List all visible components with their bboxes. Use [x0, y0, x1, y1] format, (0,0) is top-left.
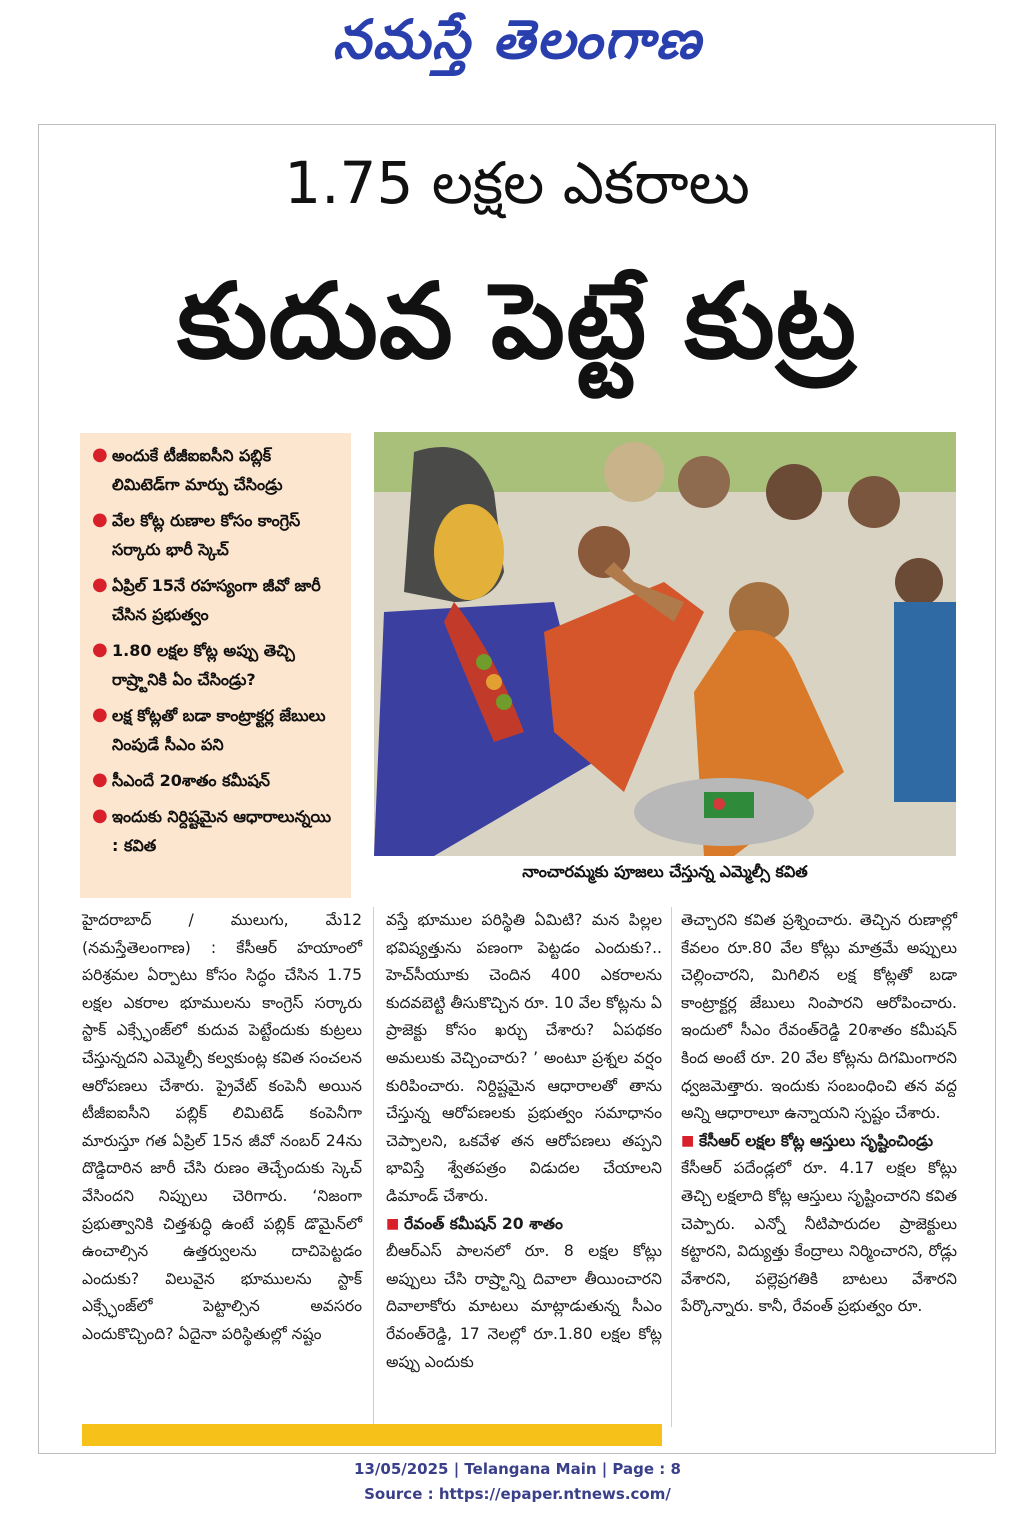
column-divider: [671, 907, 672, 1427]
bullet-dot-icon: ●: [92, 704, 108, 725]
bullet-dot-icon: ●: [92, 509, 108, 530]
highlight-item: ● సీఎందే 20శాతం కమీషన్: [92, 766, 341, 795]
highlight-item: ● లక్ష కోట్లతో బడా కాంట్రాక్టర్ల జేబులు నింపుడే సీఎం పని: [92, 701, 341, 759]
square-bullet-icon: ■: [386, 1215, 400, 1232]
column-divider: [373, 907, 374, 1427]
headline-kicker: 1.75 లక్షల ఎకరాలు: [284, 149, 750, 217]
body-text: బీఆర్‌ఎస్ పాలనలో రూ. 8 లక్షల కోట్లు అప్పులు చేసి రాష్ర్టాన్ని దివాలా తీయించారని దివాలాకోరు మాటలు మాట్లాడుతున్న సీఎం రేవంత్‌రెడ్డి, 17 నెలల్లో రూ.1.80 లక్షల కోట్ల అప్పు ఎందుకు: [386, 1242, 662, 1371]
body-text: తెచ్చారని కవిత ప్రశ్నించారు. తెచ్చిన రుణాల్లో కేవలం రూ.80 వేల కోట్లు మాత్రమే అప్పులు చెల్లించారని, మిగిలిన లక్ష కోట్లతో బడా కాంట్రాక్టర్ల జేబులు నింపారని ఆరోపించారు. ఇందులో సీఎం రేవంత్‌రెడ్డి 20శాతం కమీషన్ కింద అంటే రూ. 20 వేల కోట్లను దిగమింగారని ధ్వజమెత్తారు. ఇందుకు సంబంధించి తన వద్ద అన్ని ఆధారాలూ ఉన్నాయని స్పష్టం చేశారు.: [681, 911, 957, 1123]
highlights-box: [80, 433, 351, 898]
highlight-item: ● ఏప్రిల్ 15నే రహస్యంగా జీవో జారీ చేసిన ప్రభుత్వం: [92, 571, 341, 629]
body-text: వస్తే భూముల పరిస్థితి ఏమిటి? మన పిల్లల భవిష్యత్తును పణంగా పెట్టడం ఎందుకు?.. హెచ్‌సీయూకు చెందిన 400 ఎకరాలను కుదవబెట్టి తీసుకొచ్చిన రూ. 10 వేల కోట్లను ఏ ప్రాజెక్టు కోసం ఖర్చు చేశారు? ఏపథకం అమలుకు వెచ్చించారు? ’ అంటూ ప్రశ్నల వర్షం కురిపించారు. నిర్దిష్టమైన ఆధారాలతో తాను చేస్తున్న ఆరోపణలకు ప్రభుత్వం సమాధానం చెప్పాలని, ఒకవేళ తన ఆరోపణలు తప్పని భావిస్తే శ్వేతపత్రం విడుదల చేయాలని డిమాండ్ చేశారు.: [386, 911, 662, 1205]
photo-caption: నాంచారమ్మకు పూజలు చేస్తున్న ఎమ్మెల్సీ కవిత: [522, 862, 808, 881]
highlight-item: ● అందుకే టీజీఐఐసీని పబ్లిక్ లిమిటెడ్‌గా మార్పు చేసిండ్రు: [92, 441, 341, 499]
news-photo: [374, 432, 956, 856]
bullet-dot-icon: ●: [92, 639, 108, 660]
highlight-item: ● 1.80 లక్షల కోట్ల అప్పు తెచ్చి రాష్ర్టానికి ఏం చేసిండ్రు?: [92, 636, 341, 694]
bullet-dot-icon: ●: [92, 574, 108, 595]
article-column-3: [681, 907, 957, 1321]
body-text: కేసీఆర్ పదేండ్లలో రూ. 4.17 లక్షల కోట్లు తెచ్చి లక్షలాది కోట్ల ఆస్తులు సృష్టించారని కవిత చెప్పారు. ఎన్నో నీటిపారుదల ప్రాజెక్టులు కట్టారని, విద్యుత్తు కేంద్రాలు నిర్మించారని, రోడ్లు వేశారని, పల్లెప్రగతికి బాటలు వేశారని పేర్కొన్నారు. కానీ, రేవంత్ ప్రభుత్వం రూ.: [681, 1159, 957, 1316]
headline: కుదువ పెట్టే కుట్ర: [177, 260, 857, 382]
square-bullet-icon: ■: [681, 1132, 695, 1149]
section-subhead: ■ రేవంత్ కమీషన్ 20 శాతం: [386, 1211, 662, 1239]
bullet-dot-icon: ●: [92, 444, 108, 465]
masthead-logo: నమస్తే తెలంగాణ: [332, 8, 703, 71]
section-subhead: ■ కేసీఆర్ లక్షల కోట్ల ఆస్తులు సృష్టించిండ్రు: [681, 1128, 957, 1156]
highlight-item: ● ఇందుకు నిర్దిష్టమైన ఆధారాలున్నయి : కవిత: [92, 802, 341, 860]
bullet-dot-icon: ●: [92, 805, 108, 826]
highlight-item: ● వేల కోట్ల రుణాల కోసం కాంగ్రెస్ సర్కారు భారీ స్కెచ్: [92, 506, 341, 564]
article-column-2: [386, 907, 662, 1376]
footer-source-line: Source : https://epaper.ntnews.com/: [364, 1485, 671, 1503]
article-column-1: [82, 907, 362, 1349]
footer-date-line: 13/05/2025 | Telangana Main | Page : 8: [354, 1460, 681, 1478]
body-text: హైదరాబాద్ / ములుగు, మే12 (నమస్తేతెలంగాణ) : కేసీఆర్ హయాంలో పరిశ్రమల ఏర్పాటు కోసం సిద్ధం చేసిన 1.75 లక్షల ఎకరాల భూములను కాంగ్రెస్ సర్కారు స్టాక్ ఎక్స్ఛేంజ్‌లో కుదువ పెట్టేందుకు కుట్రలు చేస్తున్నదని ఎమ్మెల్సీ కల్వకుంట్ల కవిత సంచలన ఆరోపణలు చేశారు. ప్రైవేట్ కంపెనీ అయిన టీజీఐఐసీని పబ్లిక్ లిమిటెడ్ కంపెనీగా మారుస్తూ గత ఏప్రిల్ 15న జీవో నంబర్ 24ను దొడ్డిదారిన జారీ చేసి రుణం తెచ్చేందుకు స్కెచ్ వేసిందని నిప్పులు చెరిగారు. ‘నిజంగా ప్రభుత్వానికి చిత్తశుద్ధి ఉంటే పబ్లిక్ డొమైన్‌లో ఉంచాల్సిన ఉత్తర్వులను దాచిపెట్టడం ఎందుకు? విలువైన భూములను స్టాక్ ఎక్స్ఛేంజ్‌లో పెట్టాల్సిన అవసరం ఎందుకొచ్చింది? ఏదైనా పరిస్థితుల్లో నష్టం: [82, 911, 362, 1343]
cut-off-banner: [82, 1424, 662, 1446]
bullet-dot-icon: ●: [92, 769, 108, 790]
